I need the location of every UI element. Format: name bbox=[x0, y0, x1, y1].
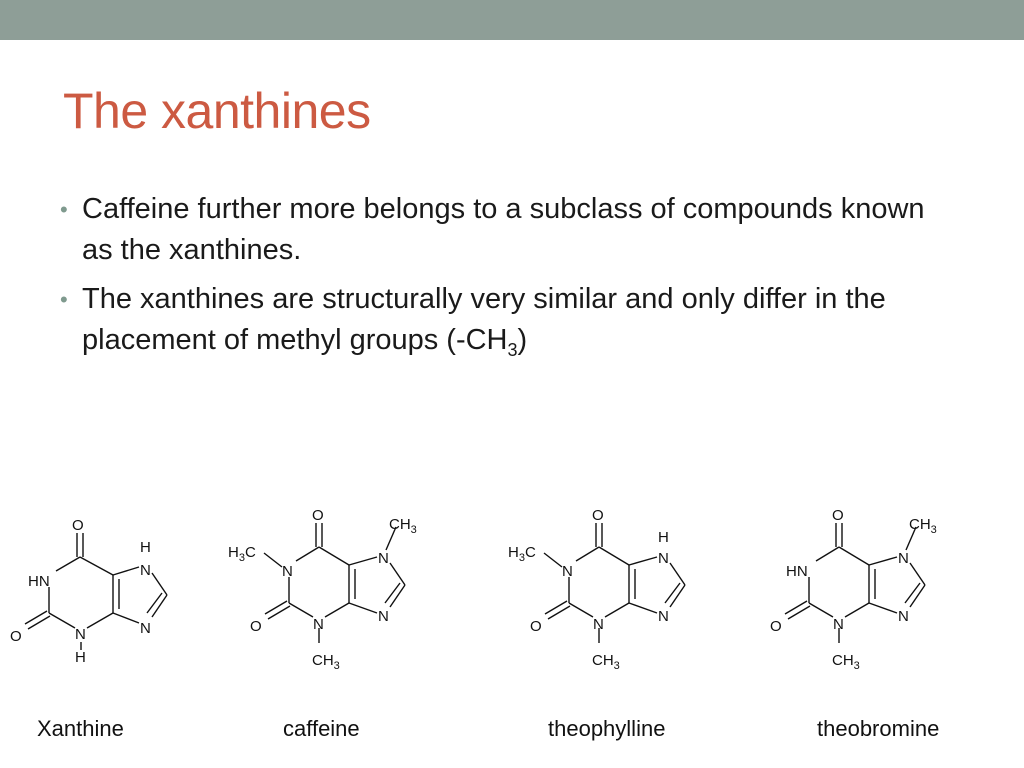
svg-text:CH3: $CH_3$ bbox=[832, 652, 860, 672]
atom-label: O bbox=[770, 618, 782, 635]
svg-text:H3C: $H_3C$ bbox=[508, 544, 536, 564]
molecule-name-theobromine: theobromine bbox=[817, 716, 940, 741]
svg-text:CH3: $CH_3$ bbox=[909, 516, 937, 536]
theophylline-structure bbox=[508, 495, 720, 680]
atom-label: N bbox=[378, 608, 389, 625]
molecule-name-xanthine: Xanthine bbox=[37, 716, 124, 741]
bullet-tail: ) bbox=[517, 324, 528, 356]
atom-label: N bbox=[140, 562, 151, 579]
atom-label: HN bbox=[786, 563, 808, 580]
atom-label: N bbox=[658, 550, 669, 567]
bullet-item bbox=[60, 189, 960, 271]
atom-label: O bbox=[832, 507, 844, 524]
atom-label: O bbox=[72, 517, 84, 534]
atom-label: N bbox=[593, 616, 604, 633]
atom-label: O bbox=[250, 618, 262, 635]
bullet-text: The xanthines are structurally very similar and only differ in the placement of methyl groups (-CH bbox=[82, 283, 886, 356]
atom-label: N bbox=[833, 616, 844, 633]
atom-label: H bbox=[140, 539, 151, 556]
svg-text:CH3: $CH_3$ bbox=[592, 652, 620, 672]
atom-label: O bbox=[10, 628, 22, 645]
atom-label: N bbox=[898, 550, 909, 567]
molecule-name-theophylline: theophylline bbox=[548, 716, 666, 741]
top-bar bbox=[0, 0, 1024, 40]
atom-label: O bbox=[592, 507, 604, 524]
svg-text:CH3: $CH_3$ bbox=[312, 652, 340, 672]
atom-label: N bbox=[898, 608, 909, 625]
bullet-subscript: 3 bbox=[507, 340, 518, 360]
atom-label: N bbox=[378, 550, 389, 567]
molecule-name-caffeine: caffeine bbox=[283, 716, 360, 741]
bullet-text: Caffeine further more belongs to a subclass of compounds known as the xanthines. bbox=[82, 193, 925, 266]
atom-label: O bbox=[530, 618, 542, 635]
slide-title: The xanthines bbox=[63, 83, 371, 139]
bullet-item bbox=[60, 279, 960, 371]
atom-label: N bbox=[75, 626, 86, 643]
svg-text:H3C: $H_3C$ bbox=[228, 544, 256, 564]
atom-label: N bbox=[140, 620, 151, 637]
atom-label: N bbox=[658, 608, 669, 625]
bullet-dot: • bbox=[60, 287, 68, 312]
atom-label: HN bbox=[28, 573, 50, 590]
atom-label: N bbox=[313, 616, 324, 633]
atom-label: O bbox=[312, 507, 324, 524]
atom-label: H bbox=[75, 649, 86, 666]
atom-label: N bbox=[282, 563, 293, 580]
svg-text:CH3: $CH_3$ bbox=[389, 516, 417, 536]
atom-label: H bbox=[658, 529, 669, 546]
xanthine-structure bbox=[0, 505, 200, 675]
caffeine-structure bbox=[228, 495, 440, 680]
theobromine-structure bbox=[760, 495, 960, 680]
bullet-list bbox=[60, 189, 960, 379]
bullet-dot: • bbox=[60, 197, 68, 222]
atom-label: N bbox=[562, 563, 573, 580]
